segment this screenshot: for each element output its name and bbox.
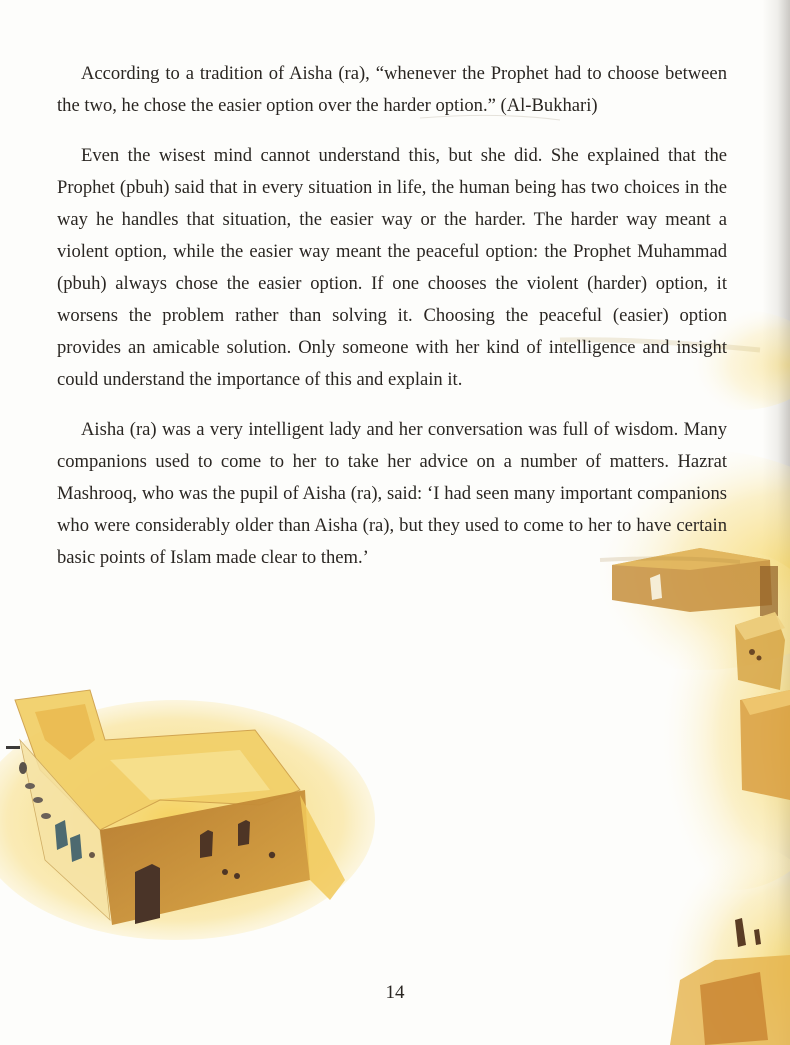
paragraph-2: Even the wisest mind cannot understand this, but she did. She explained that the Prophet (pbuh) said that in every situation in life, the human being has two choices in the way he handles that situation, the easier way or the harder. The harder way meant a violent option, while the easier way meant the peaceful option: the Prophet Muhammad (pbuh) always chose the easier option. If one chooses the violent (harder) option, it worsens the problem rather than solving it. Choosing the peaceful (easier) option provides an amicable solution. Only someone with her kind of intelligence and insight could understand the importance of this and explain it. bbox=[57, 145, 727, 390]
paragraph-3: Aisha (ra) was a very intelligent lady and her conversation was full of wisdom. Many companions used to come to her to take her advice on a number of matters. Hazrat Mashrooq, who was the pupil of Aisha (ra), said: ‘I had seen many important companions who were considerably older than Aisha (ra), but they used to come to her to have certain basic points of Islam made clear to them.’ bbox=[57, 419, 727, 568]
page-number: 14 bbox=[385, 982, 405, 1003]
right-house-middle bbox=[735, 612, 790, 800]
paragraph-1: According to a tradition of Aisha (ra), “whenever the Prophet had to choose between the two, he chose the easier option over the harder option.” (Al-Bukhari) bbox=[57, 63, 727, 116]
left-house bbox=[0, 690, 375, 940]
body-text bbox=[57, 58, 727, 592]
